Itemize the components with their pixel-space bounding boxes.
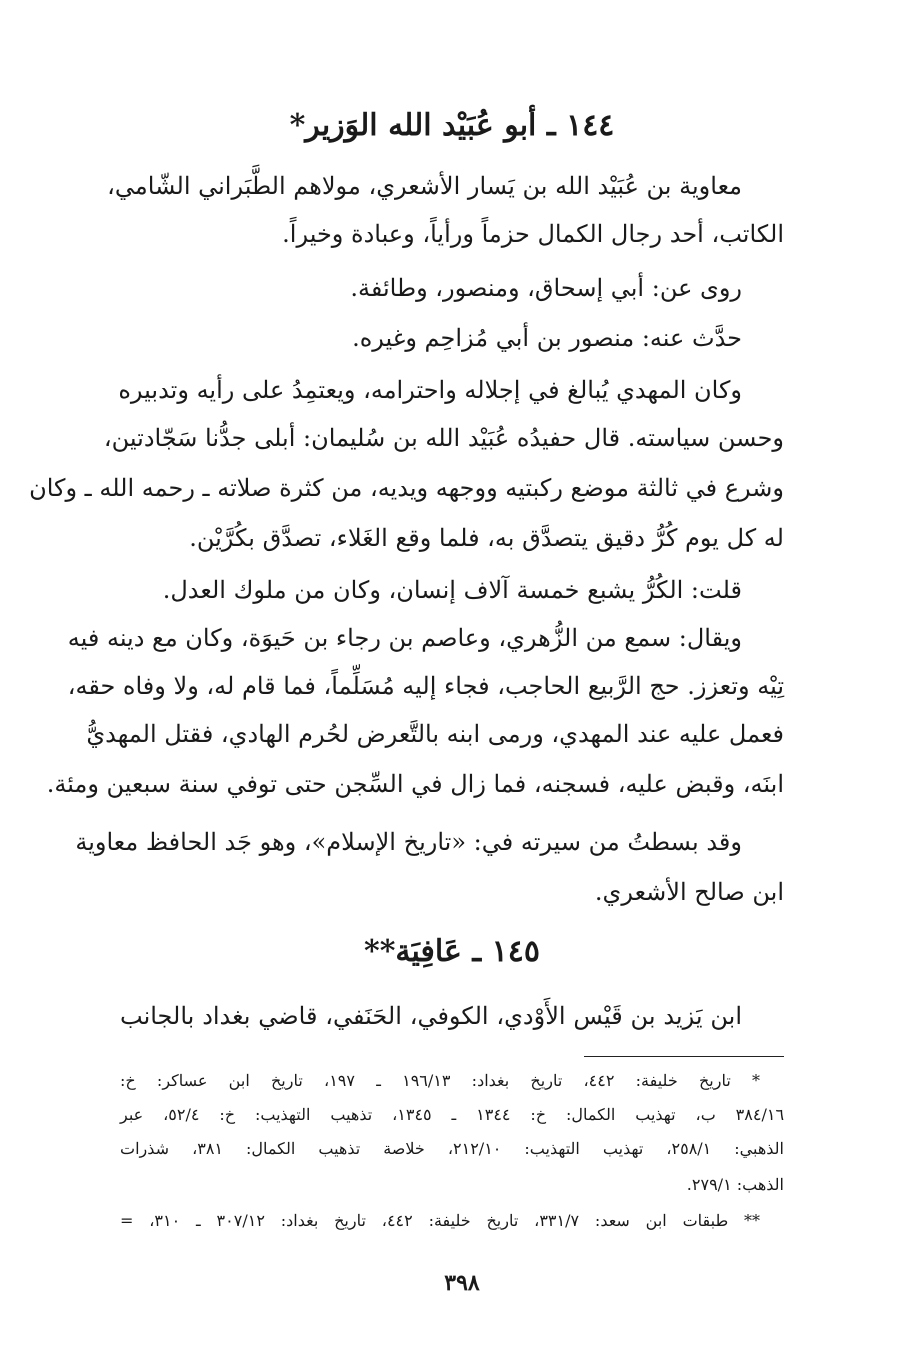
footnote-line-5: ** طبقات ابن سعد: ٣٣١/٧، تاريخ خليفة: ٤٤٢، تاريخ بغداد: ٣٠٧/١٢ ـ ٣١٠، = — [120, 1211, 761, 1230]
entry-144-line-6: وحسن سياسته. قال حفيدُه عُبَيْد الله بن سُليمان: أبلى جدُّنا سَجّادتين، — [103, 424, 784, 452]
footnote-line-3: الذهبي: ٢٥٨/١، تهذيب التهذيب: ٢١٢/١٠، خلاصة تذهيب الكمال: ٣٨١، شذرات — [120, 1139, 785, 1158]
entry-title-144: ١٤٤ ـ أبو عُبَيْد الله الوَزير* — [289, 108, 615, 143]
entry-145-line-1: ابن يَزيد بن قَيْس الأَوْدي، الكوفي، الحَنَفي، قاضي بغداد بالجانب — [120, 1002, 742, 1030]
entry-144-line-11: تِيْه وتعزز. حج الرَّبيع الحاجب، فجاء إليه مُسَلِّماً، فما قام له، ولا وفاه حقه، — [67, 672, 784, 700]
footnote-line-1: * تاريخ خليفة: ٤٤٢، تاريخ بغداد: ١٩٦/١٣ ـ ١٩٧، تاريخ ابن عساكر: خ: — [120, 1071, 761, 1090]
footnote-line-4: الذهب: ٢٧٩/١. — [686, 1175, 784, 1194]
footnote-rule — [584, 1056, 784, 1057]
entry-144-line-9: قلت: الكُرُّ يشبع خمسة آلاف إنسان، وكان من ملوك العدل. — [162, 576, 742, 604]
footnote-line-2: ٣٨٤/١٦ ب، تهذيب الكمال: خ: ١٣٤٤ ـ ١٣٤٥، تذهيب التهذيب: خ: ٥٢/٤، عبر — [120, 1105, 785, 1124]
entry-144-line-5: وكان المهدي يُبالغ في إجلاله واحترامه، ويعتمِدُ على رأيه وتدبيره — [118, 376, 742, 404]
entry-144-line-3: روى عن: أبي إسحاق، ومنصور، وطائفة. — [350, 274, 742, 302]
entry-title-145: ١٤٥ ـ عَافِيَة** — [364, 934, 540, 969]
entry-144-line-10: ويقال: سمع من الزُّهري، وعاصم بن رجاء بن حَيوَة، وكان مع دينه فيه — [67, 624, 742, 652]
entry-144-line-7: وشرع في ثالثة موضع ركبتيه ووجهه ويديه، من كثرة صلاته ـ رحمه الله ـ وكان — [29, 474, 784, 502]
entry-144-line-4: حدَّث عنه: منصور بن أبي مُزاحِم وغيره. — [352, 324, 742, 352]
entry-144-line-8: له كل يوم كُرُّ دقيق يتصدَّق به، فلما وقع الغَلاء، تصدَّق بكُرَّيْن. — [189, 524, 784, 552]
entry-144-line-2: الكاتب، أحد رجال الكمال حزماً ورأياً، وعبادة وخيراً. — [282, 220, 784, 248]
page-number: ٣٩٨ — [444, 1270, 480, 1296]
entry-144-line-14: وقد بسطتُ من سيرته في: «تاريخ الإسلام»، وهو جَد الحافظ معاوية — [75, 828, 742, 856]
entry-144-line-13: ابنَه، وقبض عليه، فسجنه، فما زال في السِّجن حتى توفي سنة سبعين ومئة. — [46, 770, 784, 798]
entry-144-line-1: معاوية بن عُبَيْد الله بن يَسار الأشعري، مولاهم الطَّبَراني الشّامي، — [107, 172, 742, 200]
entry-144-line-12: فعمل عليه عند المهدي، ورمى ابنه بالتَّعرض لحُرم الهادي، فقتل المهديُّ — [86, 720, 784, 748]
entry-144-line-15: ابن صالح الأشعري. — [594, 878, 784, 906]
